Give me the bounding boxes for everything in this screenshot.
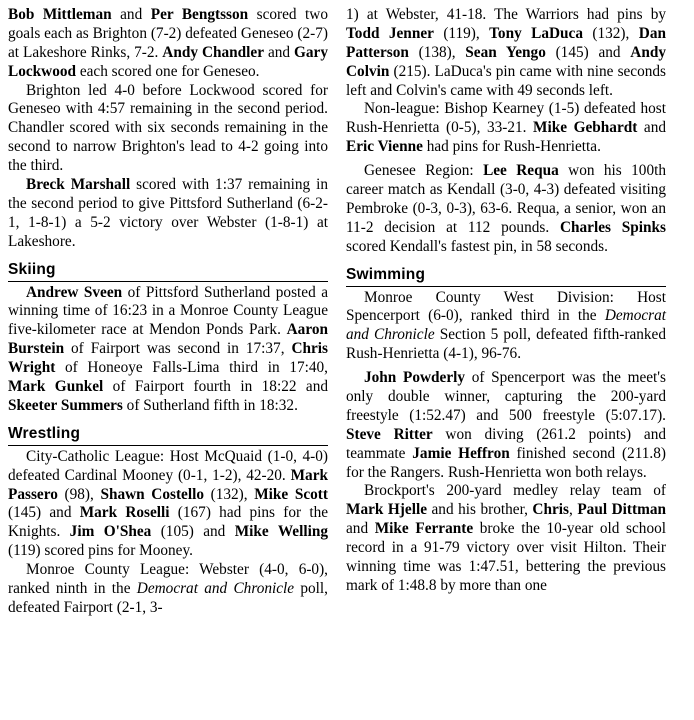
body-text: of Fairport fourth in 18:22 and [103, 378, 328, 396]
body-text: and [264, 43, 294, 61]
article-paragraph [346, 100, 666, 157]
body-text: broke the 10-year old school record in a 91-79 victory over visit Hilton. Their winning time was 1:47.51, bettering the previous mark of 1:48.8 by more than one [346, 520, 666, 594]
right-column [346, 6, 666, 720]
article-paragraph [346, 289, 666, 365]
athlete-name: Eric Vienne [346, 138, 423, 156]
body-text: and [637, 119, 666, 137]
body-text: scored Kendall's fastest pin, in 58 seconds. [346, 237, 608, 255]
article-paragraph [346, 369, 666, 482]
body-text: (105) and [151, 523, 235, 541]
athlete-name: Chris [532, 501, 569, 519]
article-paragraph [8, 6, 328, 82]
body-text: won diving (261.2 points) and teammate [346, 425, 666, 462]
article-paragraph [346, 482, 666, 595]
athlete-name: Todd Jenner [346, 24, 434, 42]
athlete-name: Mark Passero [8, 466, 328, 503]
athlete-name: Jim O'Shea [69, 523, 152, 541]
body-text: finished second (211.8) for the Rangers. Rush-Henrietta won both relays. [346, 444, 666, 481]
body-text: (145) and [545, 43, 631, 61]
body-text: (98), [57, 485, 101, 503]
body-text: of Sutherland fifth in 18:32. [122, 396, 298, 414]
section-heading: Wrestling [8, 425, 328, 446]
athlete-name: Sean Yengo [465, 43, 546, 61]
section-heading: Skiing [8, 261, 328, 282]
body-text: Monroe County League: Webster (4-0, 6-0), ranked ninth in the [8, 561, 328, 598]
body-text: Non-league: Bishop Kearney (1-5) defeated host Rush-Henrietta (0-5), 33-21. [346, 100, 666, 137]
article-paragraph [8, 448, 328, 561]
athlete-name: Mark Gunkel [8, 378, 104, 396]
body-text: 1) at Webster, 41-18. The Warriors had pins by [346, 6, 666, 23]
body-text: (119), [433, 24, 490, 42]
athlete-name: Paul Dittman [577, 501, 666, 519]
athlete-name: Steve Ritter [346, 425, 433, 443]
body-text: had pins for Rush-Henrietta. [422, 138, 601, 156]
article-paragraph [8, 561, 328, 618]
athlete-name: Mark Roselli [79, 504, 170, 522]
athlete-name: Tony LaDuca [489, 24, 583, 42]
body-text: and [346, 520, 375, 538]
body-text: Monroe County West Division: Host Spencerport (6-0), ranked third in the [346, 288, 666, 325]
body-text: won his 100th career match as Kendall (3-0, 4-3) defeated visiting Pembroke (0-3, 0-3), 63-6. Requa, a senior, won an 11-2 decision at 112 pounds. [346, 162, 666, 236]
athlete-name: Dan Patterson [346, 24, 666, 61]
body-text: (215). LaDuca's pin came with nine seconds left and Colvin's came with 49 seconds left. [346, 62, 666, 99]
article-paragraph [8, 284, 328, 416]
body-text: poll, defeated Fairport (2-1, 3- [8, 580, 328, 616]
athlete-name: Chris Wright [8, 340, 328, 377]
body-text: (167) had pins for the Knights. [8, 504, 329, 541]
body-text: Brighton led 4-0 before Lockwood scored for Geneseo with 4:57 remaining in the second period. Chandler scored with six seconds remaining in the second to narrow Brighton's lead to 4-2 going into the third. [8, 81, 328, 175]
body-text: Brockport's 200-yard medley relay team of [364, 482, 666, 500]
body-text: City-Catholic League: Host McQuaid (1-0, 4-0) defeated Cardinal Mooney (0-1, 1-2), 42-20. [8, 447, 328, 484]
athlete-name: Lee Requa [483, 162, 559, 180]
body-text: and his brother, [426, 501, 533, 519]
athlete-name: John Powderly [364, 369, 466, 387]
body-text: each scored one for Geneseo. [76, 62, 260, 80]
athlete-name: Andy Colvin [346, 43, 666, 80]
athlete-name: Shawn Costello [100, 485, 204, 503]
article-paragraph [8, 82, 328, 176]
athlete-name: Per Bengtsson [150, 6, 249, 23]
body-text: scored two goals each as Brighton (7-2) defeated Geneseo (2-7) at Lakeshore Rinks, 7-2. [8, 6, 328, 61]
athlete-name: Aaron Burstein [8, 321, 328, 358]
body-text: Section 5 poll, defeated fifth-ranked Rush-Henrietta (4-1), 96-76. [346, 326, 666, 363]
publication-name: Democrat and Chronicle [346, 307, 666, 344]
left-column [8, 6, 328, 720]
body-text: (119) scored pins for Mooney. [8, 542, 193, 560]
body-text: , [568, 501, 578, 519]
athlete-name: Skeeter Summers [8, 396, 123, 414]
athlete-name: Andrew Sveen [26, 283, 123, 301]
athlete-name: Jamie Heffron [412, 444, 510, 462]
athlete-name: Gary Lockwood [8, 43, 328, 80]
publication-name: Democrat and Chronicle [136, 580, 295, 598]
body-text: of Pittsford Sutherland posted a winning time of 16:23 in a Monroe County League five-kilometer race at Mendon Ponds Park. [8, 283, 328, 339]
athlete-name: Breck Marshall [26, 176, 131, 194]
athlete-name: Mark Hjelle [346, 501, 427, 519]
athlete-name: Mike Scott [254, 485, 328, 503]
athlete-name: Mike Gebhardt [533, 119, 638, 137]
article-paragraph [8, 176, 328, 252]
body-text: (132), [582, 24, 639, 42]
article-paragraph [346, 162, 666, 256]
body-text: of Fairport was second in 17:37, [64, 340, 292, 358]
athlete-name: Mike Welling [234, 523, 328, 541]
body-text: and [111, 6, 151, 23]
body-text: of Honeoye Falls-Lima third in 17:40, [55, 359, 328, 377]
section-heading: Swimming [346, 266, 666, 287]
athlete-name: Mike Ferrante [374, 520, 474, 538]
athlete-name: Bob Mittleman [8, 6, 112, 23]
body-text: Genesee Region: [364, 162, 484, 180]
athlete-name: Andy Chandler [162, 43, 264, 61]
article-paragraph [346, 6, 666, 100]
body-text: scored with 1:37 remaining in the second period to give Pittsford Sutherland (6-2-1, 1-8-1) a 5-2 victory over Webster (1-8-1) at Lakeshore. [8, 176, 328, 250]
athlete-name: Charles Spinks [559, 218, 666, 236]
body-text: (145) and [8, 504, 80, 522]
body-text: of Spencerport was the meet's only double winner, capturing the 200-yard freestyle (1:52.47) and 500 freestyle (5:07.17). [346, 369, 666, 424]
body-text: (132), [204, 485, 255, 503]
body-text: (138), [408, 43, 466, 61]
